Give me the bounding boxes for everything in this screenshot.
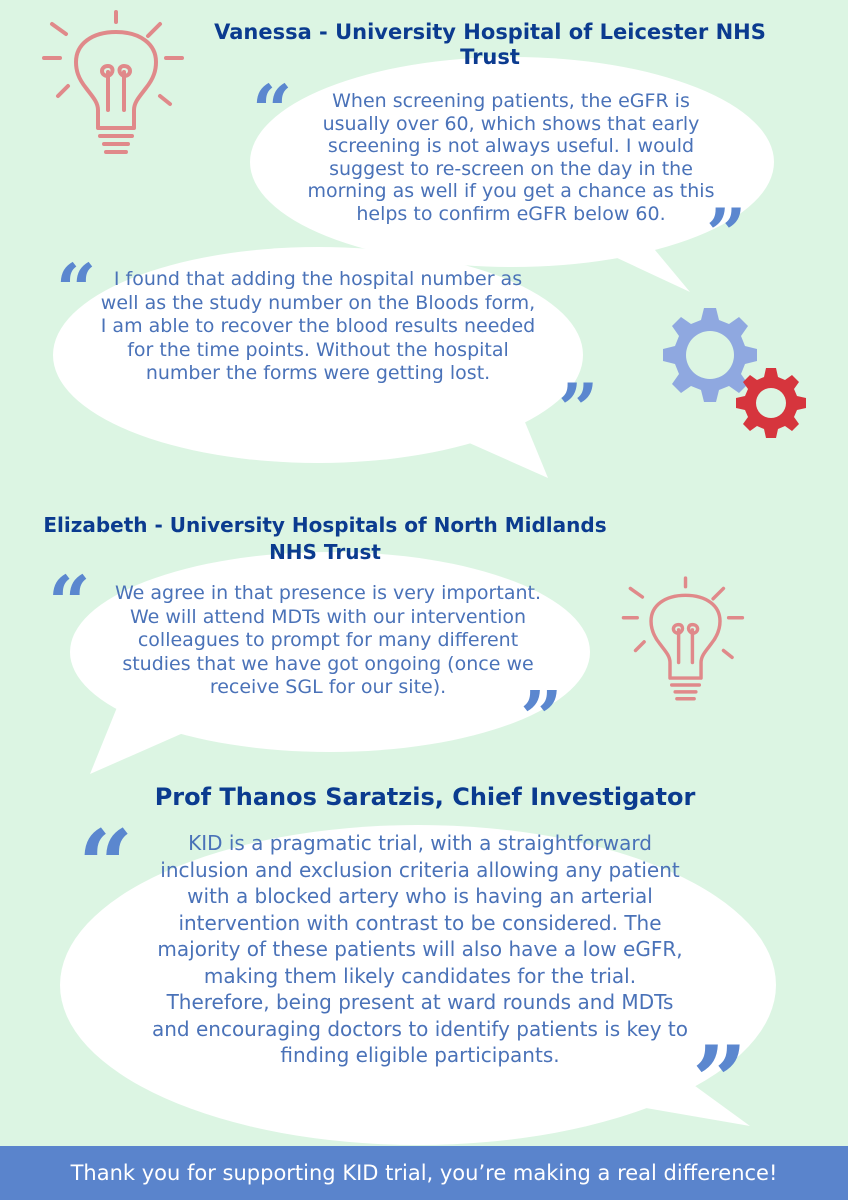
large-gear-icon bbox=[663, 308, 757, 402]
footer-text: Thank you for supporting KID trial, you’re making a real difference! bbox=[70, 1161, 778, 1185]
author-heading-3: Prof Thanos Saratzis, Chief Investigator bbox=[154, 783, 696, 811]
close-quote-icon: ” bbox=[706, 193, 747, 276]
quote-text-2: I found that adding the hospital number as well as the study number on the Bloods form, I am able to recover the blood results needed for the time points. Without the hospital number the forms were getting lost. bbox=[100, 268, 536, 384]
open-quote-icon: “ bbox=[48, 561, 91, 647]
open-quote-icon: “ bbox=[56, 248, 97, 331]
footer-banner bbox=[0, 1146, 848, 1200]
lightbulb-icon bbox=[40, 10, 185, 160]
open-quote-icon: “ bbox=[78, 809, 134, 922]
quote-text-1: When screening patients, the eGFR is usually over 60, which shows that early screening is not always useful. I would suggest to re-screen on the day in the morning as well if you get a chance as this helps to confirm eGFR below 60. bbox=[307, 90, 715, 225]
close-quote-icon: ” bbox=[520, 676, 563, 762]
close-quote-icon: ” bbox=[692, 1025, 748, 1138]
gears-icon bbox=[652, 302, 812, 438]
author-heading-2: Elizabeth - University Hospitals of North Midlands NHS Trust bbox=[43, 513, 607, 564]
lightbulb-icon bbox=[620, 566, 745, 716]
quote-text-3: We agree in that presence is very important. We will attend MDTs with our intervention colleagues to prompt for many different studies that we have got ongoing (once we receive SGL for our site). bbox=[114, 582, 541, 698]
author-heading-1: Vanessa - University Hospital of Leicester NHS Trust bbox=[214, 20, 766, 70]
open-quote-icon: “ bbox=[252, 69, 293, 152]
quote-text-4: KID is a pragmatic trial, with a straightforward inclusion and exclusion criteria allowing any patient with a blocked artery who is having an arterial intervention with contrast to be considered. The majority of these patients will also have a low eGFR, making them likely candidates for the trial. Therefore, being present at ward rounds and MDTs and encouraging doctors to identify patients is key to finding eligible participants. bbox=[151, 831, 688, 1067]
small-gear-icon bbox=[736, 368, 806, 438]
close-quote-icon: ” bbox=[558, 368, 599, 451]
